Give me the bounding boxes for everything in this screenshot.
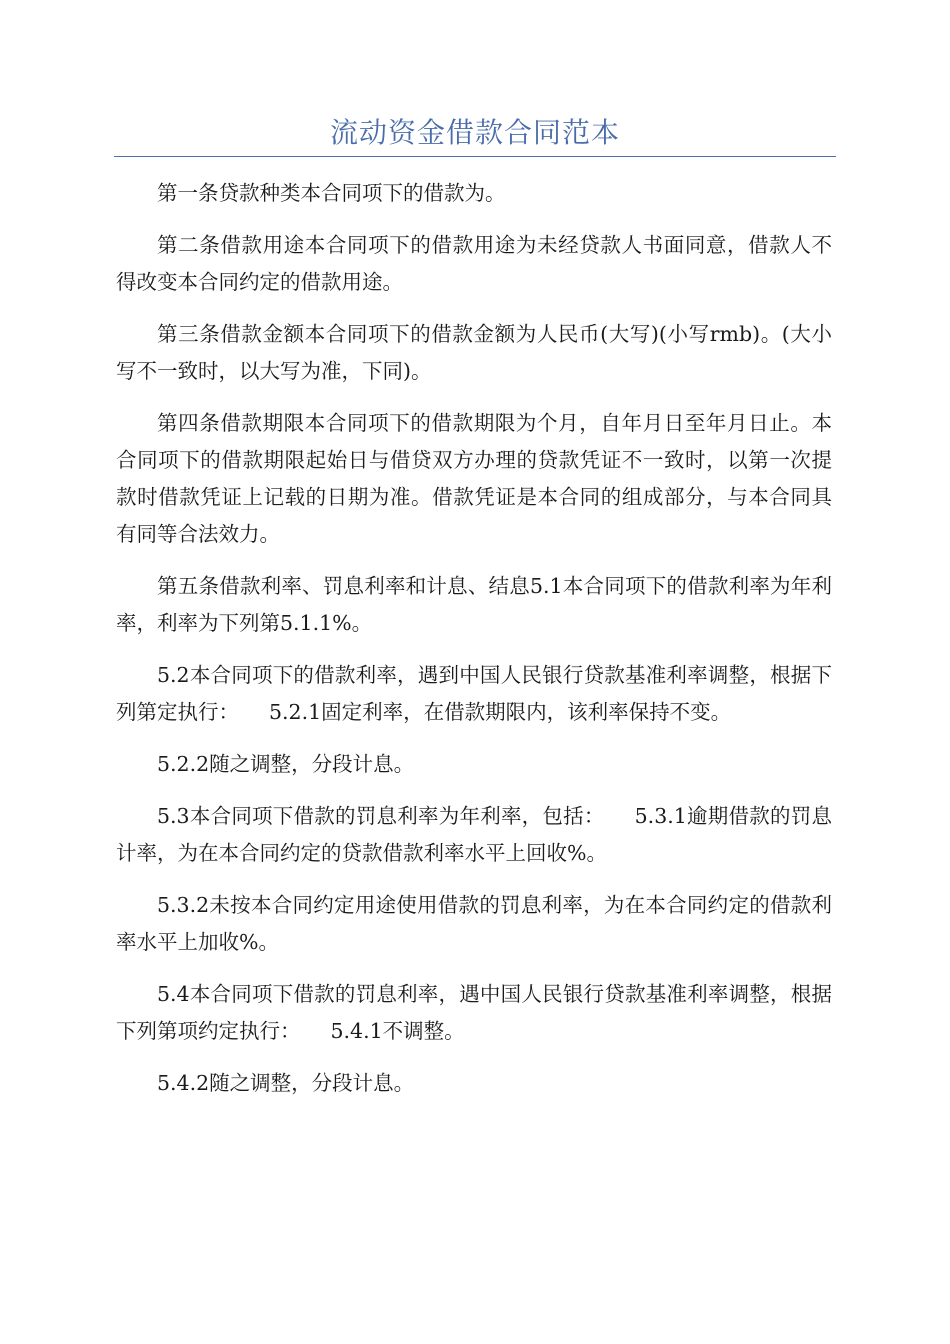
- paragraph-9: 5.3.2未按本合同约定用途使用借款的罚息利率，为在本合同约定的借款利率水平上加收%。: [116, 893, 832, 954]
- document-body: [116, 175, 832, 1117]
- paragraph-4: 第四条借款期限本合同项下的借款期限为个月，自年月日至年月日止。本合同项下的借款期限起始日与借贷双方办理的贷款凭证不一致时，以第一次提款时借款凭证上记载的日期为准。借款凭证是本合同的组成部分，与本合同具有同等合法效力。: [116, 411, 832, 546]
- page-title: 流动资金借款合同范本: [329, 116, 620, 149]
- paragraph-8: [116, 798, 832, 872]
- paragraph-1: 第一条贷款种类本合同项下的借款为。: [157, 181, 506, 205]
- paragraph-6-part-1: 5.2本合同项下的借款利率，遇到中国人民银行贷款基准利率调整，根据下列第定执行：: [116, 663, 832, 724]
- paragraph-11: 5.4.2随之调整，分段计息。: [157, 1071, 415, 1095]
- paragraph-6-part-2: 5.2.1固定利率，在借款期限内，该利率保持不变。: [269, 700, 732, 724]
- paragraph-2: 第二条借款用途本合同项下的借款用途为未经贷款人书面同意，借款人不得改变本合同约定的借款用途。: [116, 233, 832, 294]
- paragraph-5: 第五条借款利率、罚息利率和计息、结息5.1本合同项下的借款利率为年利率，利率为下列第5.1.1%。: [116, 574, 832, 635]
- paragraph-10-part-2: 5.4.1不调整。: [330, 1019, 465, 1043]
- paragraph-10-part-1: 5.4本合同项下借款的罚息利率，遇中国人民银行贷款基准利率调整，根据下列第项约定执行：: [116, 982, 832, 1043]
- paragraph-8-part-1: 5.3本合同项下借款的罚息利率为年利率，包括：: [157, 804, 605, 828]
- paragraph-7: 5.2.2随之调整，分段计息。: [157, 752, 415, 776]
- paragraph-10: [116, 976, 832, 1050]
- paragraph-8-part-2: 5.3.1逾期借款的罚息计率，为在本合同约定的贷款借款利率水平上回收%。: [116, 804, 832, 865]
- paragraph-3: 第三条借款金额本合同项下的借款金额为人民币(大写)(小写rmb)。(大小写不一致时，以大写为准，下同)。: [116, 322, 832, 383]
- paragraph-6: [116, 657, 832, 731]
- title-block: [114, 110, 836, 157]
